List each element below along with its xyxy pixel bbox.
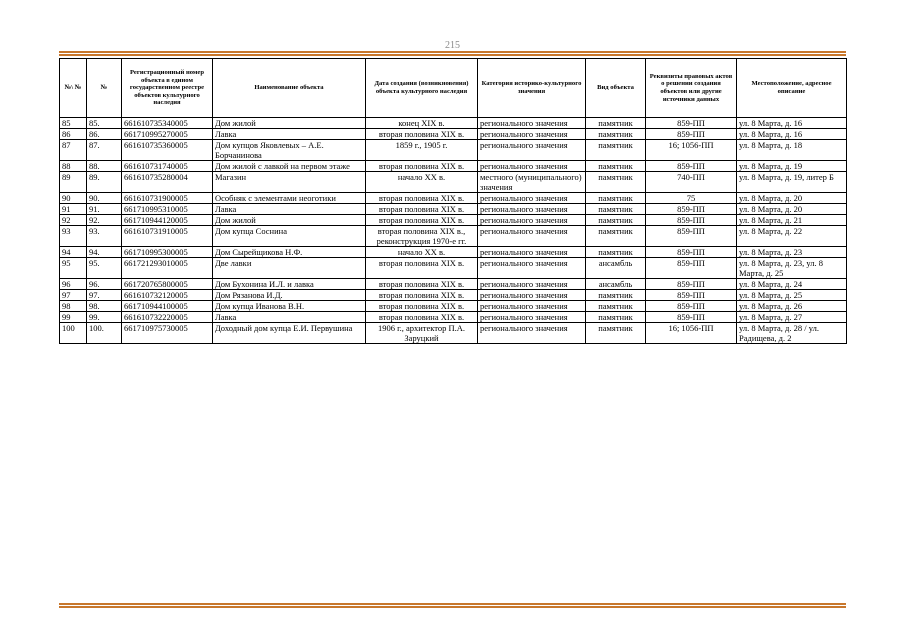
cell-legal-act: 859-ПП	[646, 215, 737, 226]
cell-object-name: Доходный дом купца Е.И. Первушина	[213, 323, 366, 344]
cell-address: ул. 8 Марта, д. 19, литер Б	[737, 172, 847, 193]
cell-category: регионального значения	[478, 301, 586, 312]
cell-list-number: 97	[60, 290, 87, 301]
bottom-decorative-rule	[59, 603, 846, 608]
cell-creation-date: вторая половина XIX в.	[366, 193, 478, 204]
cell-legal-act: 859-ПП	[646, 226, 737, 247]
cell-category: регионального значения	[478, 118, 586, 129]
cell-category: регионального значения	[478, 193, 586, 204]
cell-object-name: Особняк с элементами неоготики	[213, 193, 366, 204]
table-row	[60, 215, 847, 226]
table-row	[60, 193, 847, 204]
cell-registration-number: 661710975730005	[122, 323, 213, 344]
table-body	[60, 118, 847, 344]
cell-object-name: Дом жилой	[213, 215, 366, 226]
cell-list-number: 99	[60, 312, 87, 323]
cell-object-name: Лавка	[213, 204, 366, 215]
cell-object-type: памятник	[586, 312, 646, 323]
cell-number: 98.	[87, 301, 122, 312]
cell-address: ул. 8 Марта, д. 22	[737, 226, 847, 247]
cell-creation-date: вторая половина XIX в.	[366, 258, 478, 279]
table-row	[60, 226, 847, 247]
cell-legal-act: 859-ПП	[646, 204, 737, 215]
cell-object-name: Лавка	[213, 129, 366, 140]
cell-list-number: 85	[60, 118, 87, 129]
cell-object-type: памятник	[586, 172, 646, 193]
cell-object-name: Две лавки	[213, 258, 366, 279]
header-cell: Наименование объекта	[213, 59, 366, 118]
cell-list-number: 95	[60, 258, 87, 279]
cell-address: ул. 8 Марта, д. 25	[737, 290, 847, 301]
cell-address: ул. 8 Марта, д. 16	[737, 118, 847, 129]
cell-creation-date: вторая половина XIX в.	[366, 204, 478, 215]
cell-number: 92.	[87, 215, 122, 226]
cell-registration-number: 661610735280004	[122, 172, 213, 193]
cell-creation-date: вторая половина XIX в.	[366, 279, 478, 290]
cell-registration-number: 661710944100005	[122, 301, 213, 312]
header-cell: №	[87, 59, 122, 118]
cell-legal-act: 859-ПП	[646, 290, 737, 301]
cell-number: 90.	[87, 193, 122, 204]
cell-address: ул. 8 Марта, д. 28 / ул. Радищева, д. 2	[737, 323, 847, 344]
cell-object-type: памятник	[586, 140, 646, 161]
cell-creation-date: вторая половина XIX в.	[366, 215, 478, 226]
table-row	[60, 204, 847, 215]
cell-registration-number: 661710944120005	[122, 215, 213, 226]
cell-object-name: Дом купцов Яковлевых – А.Е. Борчанинова	[213, 140, 366, 161]
table-row	[60, 118, 847, 129]
cell-object-name: Дом жилой	[213, 118, 366, 129]
cell-number: 97.	[87, 290, 122, 301]
cell-number: 87.	[87, 140, 122, 161]
cell-address: ул. 8 Марта, д. 27	[737, 312, 847, 323]
cell-legal-act: 16; 1056-ПП	[646, 140, 737, 161]
cell-creation-date: вторая половина XIX в.	[366, 301, 478, 312]
cell-registration-number: 661721293010005	[122, 258, 213, 279]
cell-legal-act: 75	[646, 193, 737, 204]
cell-object-name: Дом Бухонина И.Л. и лавка	[213, 279, 366, 290]
cell-number: 99.	[87, 312, 122, 323]
header-cell: №\ №	[60, 59, 87, 118]
cell-object-type: памятник	[586, 301, 646, 312]
cell-legal-act: 859-ПП	[646, 161, 737, 172]
cell-address: ул. 8 Марта, д. 24	[737, 279, 847, 290]
cell-registration-number: 661610735340005	[122, 118, 213, 129]
cell-number: 93.	[87, 226, 122, 247]
cell-category: регионального значения	[478, 258, 586, 279]
cell-legal-act: 859-ПП	[646, 279, 737, 290]
header-cell: Местоположение, адресное описание	[737, 59, 847, 118]
cell-legal-act: 859-ПП	[646, 129, 737, 140]
cell-list-number: 94	[60, 247, 87, 258]
cell-address: ул. 8 Марта, д. 19	[737, 161, 847, 172]
cell-object-type: ансамбль	[586, 279, 646, 290]
cell-registration-number: 661610732220005	[122, 312, 213, 323]
cell-address: ул. 8 Марта, д. 21	[737, 215, 847, 226]
header-cell: Категория историко-культурного значения	[478, 59, 586, 118]
cell-category: регионального значения	[478, 247, 586, 258]
cell-registration-number: 661710995310005	[122, 204, 213, 215]
cell-address: ул. 8 Марта, д. 23, ул. 8 Марта, д. 25	[737, 258, 847, 279]
cell-object-name: Дом Сырейщикова Н.Ф.	[213, 247, 366, 258]
table-row	[60, 161, 847, 172]
cell-list-number: 89	[60, 172, 87, 193]
cell-address: ул. 8 Марта, д. 26	[737, 301, 847, 312]
cell-number: 86.	[87, 129, 122, 140]
table-row	[60, 140, 847, 161]
cell-list-number: 90	[60, 193, 87, 204]
cell-creation-date: вторая половина XIX в.	[366, 290, 478, 301]
table-row	[60, 129, 847, 140]
cell-category: регионального значения	[478, 204, 586, 215]
table-row	[60, 323, 847, 344]
cell-object-type: памятник	[586, 118, 646, 129]
cell-address: ул. 8 Марта, д. 23	[737, 247, 847, 258]
cell-object-type: памятник	[586, 215, 646, 226]
cell-object-name: Лавка	[213, 312, 366, 323]
cell-category: регионального значения	[478, 279, 586, 290]
cell-legal-act: 16; 1056-ПП	[646, 323, 737, 344]
cell-registration-number: 661610731740005	[122, 161, 213, 172]
cell-object-type: памятник	[586, 226, 646, 247]
cell-object-name: Магазин	[213, 172, 366, 193]
cell-legal-act: 859-ПП	[646, 247, 737, 258]
cell-object-type: памятник	[586, 323, 646, 344]
cell-address: ул. 8 Марта, д. 20	[737, 204, 847, 215]
cell-category: регионального значения	[478, 140, 586, 161]
cell-legal-act: 740-ПП	[646, 172, 737, 193]
cell-address: ул. 8 Марта, д. 18	[737, 140, 847, 161]
cell-number: 89.	[87, 172, 122, 193]
cell-number: 95.	[87, 258, 122, 279]
cell-object-type: памятник	[586, 129, 646, 140]
cell-category: регионального значения	[478, 290, 586, 301]
table-row	[60, 312, 847, 323]
cell-creation-date: 1906 г., архитектор П.А. Заруцкий	[366, 323, 478, 344]
cell-creation-date: вторая половина XIX в.	[366, 161, 478, 172]
cell-object-name: Дом купца Соснина	[213, 226, 366, 247]
cell-legal-act: 859-ПП	[646, 118, 737, 129]
cell-registration-number: 661720765800005	[122, 279, 213, 290]
top-decorative-rule	[59, 51, 846, 56]
cell-creation-date: начало XX в.	[366, 172, 478, 193]
cell-object-type: памятник	[586, 204, 646, 215]
cell-creation-date: вторая половина XIX в.	[366, 129, 478, 140]
header-cell: Реквизиты правовых актов о решении создания объектов или другие источники данных	[646, 59, 737, 118]
cell-list-number: 86	[60, 129, 87, 140]
cell-category: регионального значения	[478, 215, 586, 226]
cell-number: 94.	[87, 247, 122, 258]
cell-list-number: 93	[60, 226, 87, 247]
cell-registration-number: 661710995300005	[122, 247, 213, 258]
table-row	[60, 172, 847, 193]
table-row	[60, 258, 847, 279]
cell-address: ул. 8 Марта, д. 20	[737, 193, 847, 204]
cell-object-name: Дом жилой с лавкой на первом этаже	[213, 161, 366, 172]
heritage-objects-table	[59, 58, 847, 344]
cell-number: 100.	[87, 323, 122, 344]
cell-registration-number: 661610732120005	[122, 290, 213, 301]
header-cell: Дата создания (возникновения) объекта культурного наследия	[366, 59, 478, 118]
cell-list-number: 87	[60, 140, 87, 161]
table-row	[60, 247, 847, 258]
cell-list-number: 98	[60, 301, 87, 312]
cell-registration-number: 661710995270005	[122, 129, 213, 140]
cell-object-name: Дом Рязанова И.Д.	[213, 290, 366, 301]
table-row	[60, 290, 847, 301]
cell-object-type: памятник	[586, 193, 646, 204]
cell-number: 88.	[87, 161, 122, 172]
cell-creation-date: 1859 г., 1905 г.	[366, 140, 478, 161]
page-number: 215	[445, 40, 460, 51]
cell-category: регионального значения	[478, 129, 586, 140]
cell-object-type: памятник	[586, 161, 646, 172]
cell-legal-act: 859-ПП	[646, 312, 737, 323]
header-cell: Регистрационный номер объекта в едином государственном реестре объектов культурного наследия	[122, 59, 213, 118]
table-header-row	[60, 59, 847, 118]
cell-creation-date: вторая половина XIX в.	[366, 312, 478, 323]
cell-list-number: 96	[60, 279, 87, 290]
cell-list-number: 91	[60, 204, 87, 215]
cell-creation-date: конец XIX в.	[366, 118, 478, 129]
cell-category: местного (муниципального) значения	[478, 172, 586, 193]
cell-registration-number: 661610731910005	[122, 226, 213, 247]
cell-list-number: 100	[60, 323, 87, 344]
cell-list-number: 88	[60, 161, 87, 172]
cell-number: 91.	[87, 204, 122, 215]
cell-legal-act: 859-ПП	[646, 301, 737, 312]
cell-category: регионального значения	[478, 226, 586, 247]
cell-legal-act: 859-ПП	[646, 258, 737, 279]
cell-list-number: 92	[60, 215, 87, 226]
table-row	[60, 279, 847, 290]
cell-registration-number: 661610735360005	[122, 140, 213, 161]
header-cell: Вид объекта	[586, 59, 646, 118]
table-row	[60, 301, 847, 312]
cell-object-type: памятник	[586, 290, 646, 301]
cell-address: ул. 8 Марта, д. 16	[737, 129, 847, 140]
cell-number: 96.	[87, 279, 122, 290]
cell-object-type: памятник	[586, 247, 646, 258]
cell-category: регионального значения	[478, 312, 586, 323]
cell-category: регионального значения	[478, 161, 586, 172]
cell-object-type: ансамбль	[586, 258, 646, 279]
cell-object-name: Дом купца Иванова В.Н.	[213, 301, 366, 312]
cell-creation-date: начало XX в.	[366, 247, 478, 258]
cell-creation-date: вторая половина XIX в., реконструкция 1970-е гг.	[366, 226, 478, 247]
cell-number: 85.	[87, 118, 122, 129]
cell-registration-number: 661610731900005	[122, 193, 213, 204]
cell-category: регионального значения	[478, 323, 586, 344]
